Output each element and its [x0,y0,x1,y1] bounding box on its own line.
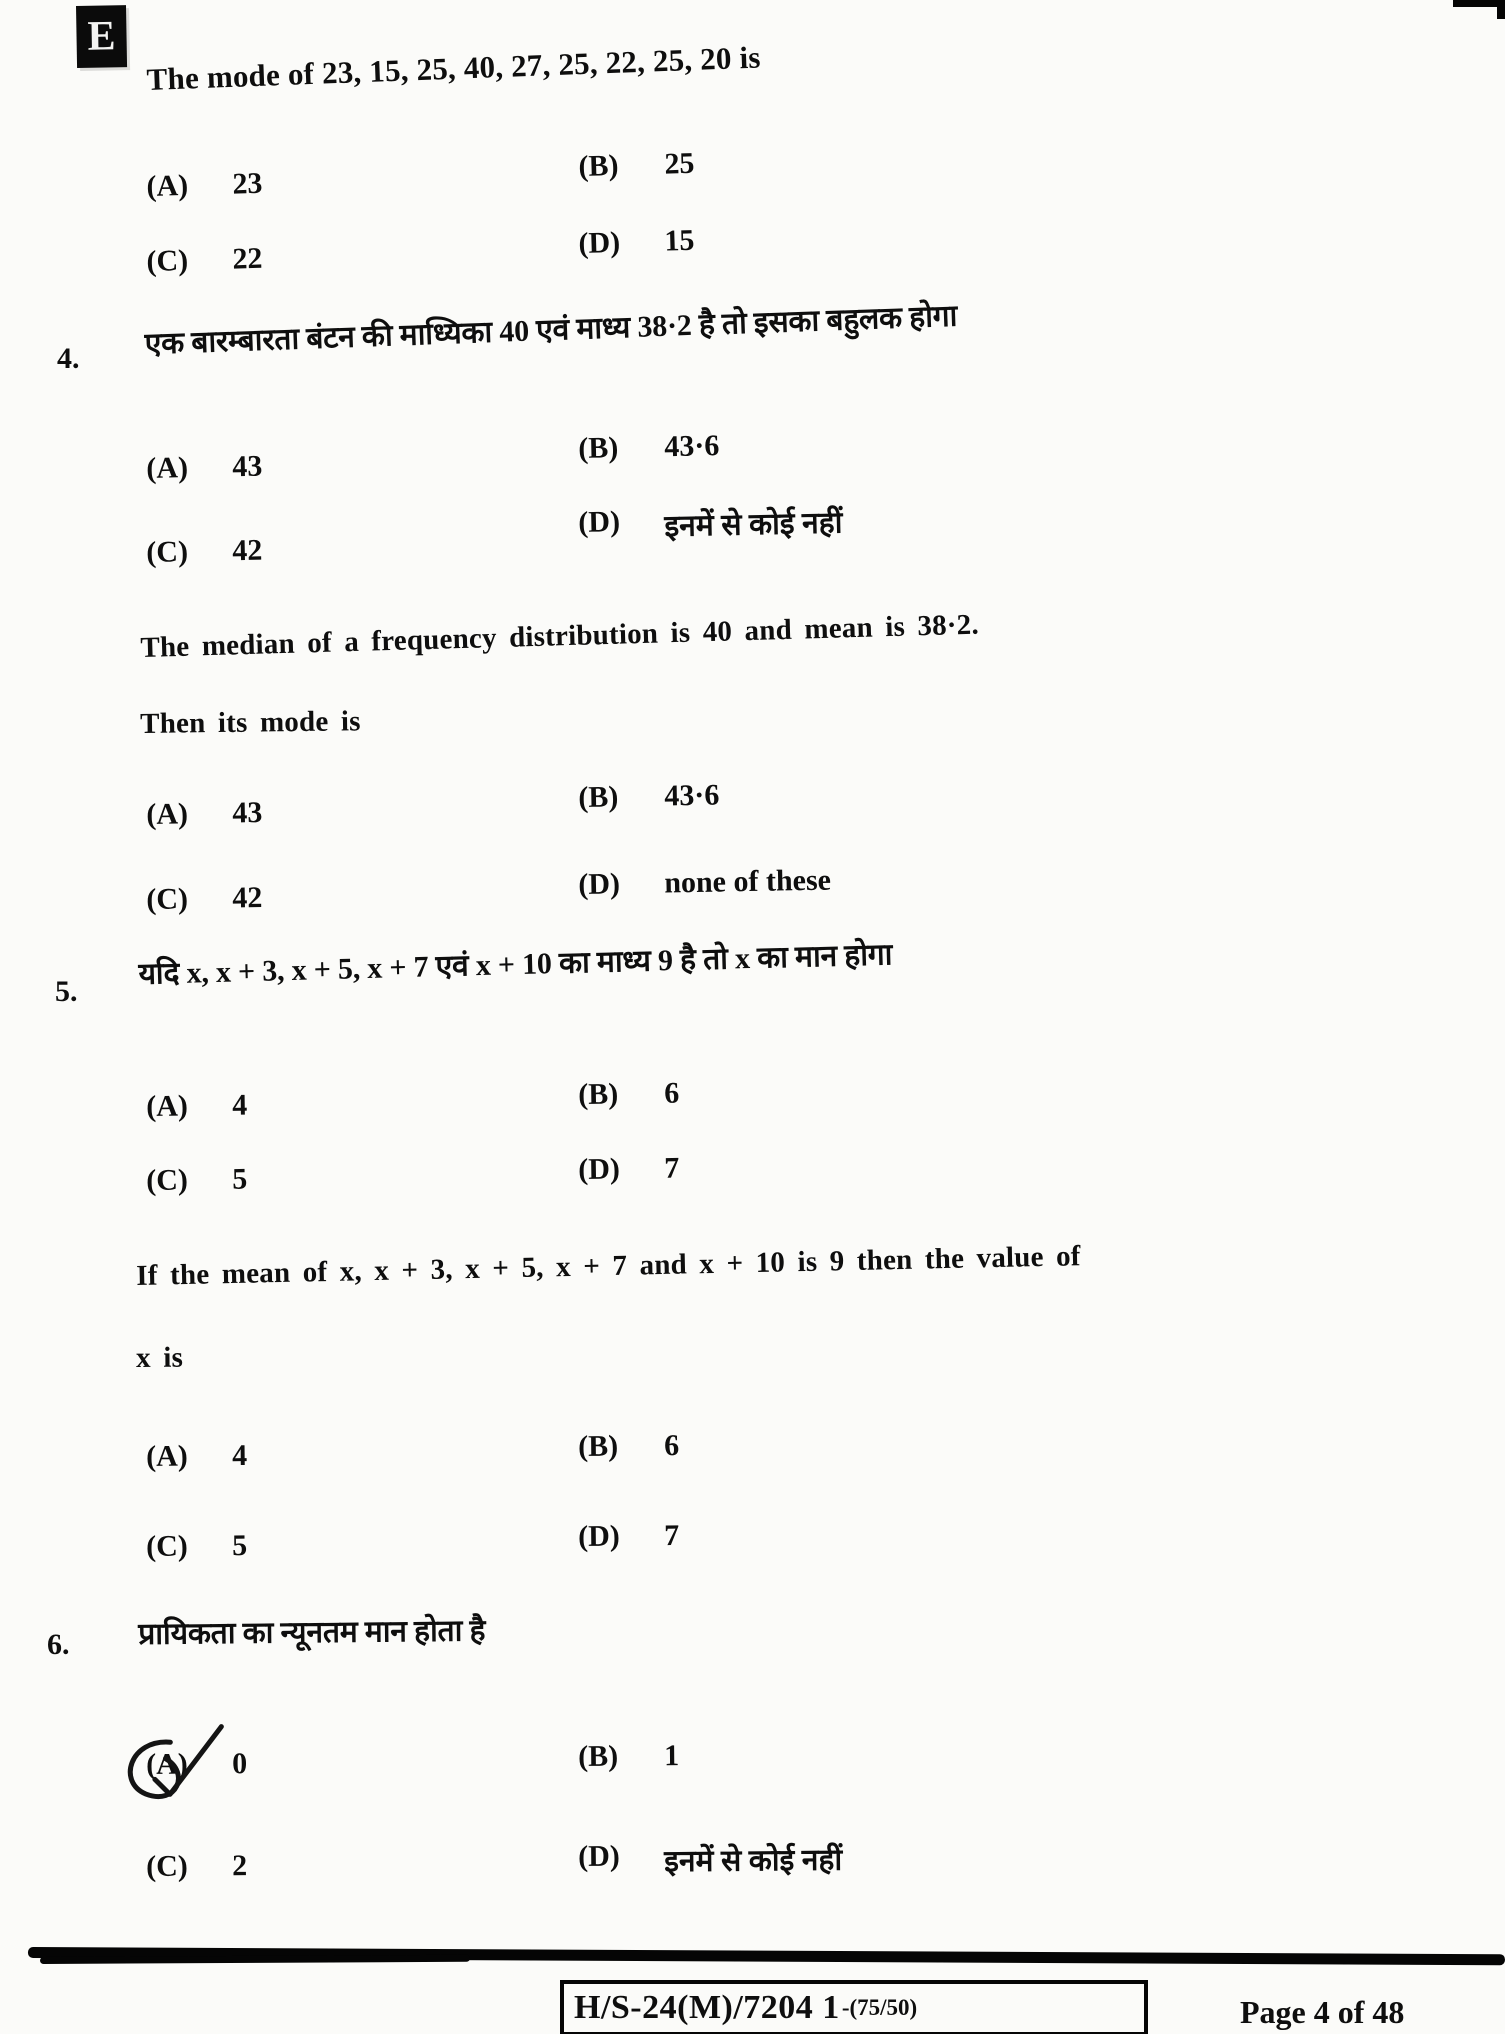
question-4-number: 4. [57,342,80,375]
question-6-text-hindi: प्रायिकता का न्यूनतम मान होता है [138,1614,486,1651]
option-value: इनमें से कोई नहीं [664,506,843,544]
option-value: 6 [663,1428,680,1463]
question-3-text: The mode of 23, 15, 25, 40, 27, 25, 22, 25, 20 is [146,39,762,97]
option-label: (C) [146,243,189,278]
q4-hindi-option-d [578,500,843,547]
option-label: (B) [578,1077,619,1111]
question-5-text-hindi: यदि x, x + 3, x + 5, x + 7 एवं x + 10 का माध्य 9 है तो x का मान होगा [138,938,893,991]
option-label: (A) [146,1089,189,1123]
paper-code: H/S-24(M)/7204 1 [574,1989,840,2026]
q5-hindi-option-c [146,1163,247,1198]
question-5-text-english-line2: x is [136,1341,184,1374]
q4-hindi-option-b [578,429,720,466]
q5-english-option-a [146,1439,247,1474]
q6-option-b [578,1739,679,1774]
q5-hindi-option-a [146,1089,247,1124]
q4-english-option-b [578,779,720,815]
option-label: (D) [578,225,621,260]
scan-corner-mark [1497,0,1505,19]
option-value: 42 [231,880,263,915]
q4-english-option-a [146,796,263,832]
option-value: 43 [231,449,263,484]
q4-english-option-c [146,881,263,917]
q3-option-c [146,242,263,279]
option-value: 7 [663,1151,680,1185]
option-label: (D) [578,1839,620,1873]
option-value: 23 [231,166,263,201]
option-label: (B) [578,431,619,465]
question-5-number: 5. [55,975,78,1008]
option-value: 43 [231,795,263,830]
paper-batch: -(75/50) [841,1995,918,2020]
option-label: (A) [146,1747,188,1781]
option-value: 22 [231,241,263,276]
option-label: (A) [146,451,189,485]
q4-english-option-d [578,864,831,902]
option-value: 5 [231,1528,248,1563]
option-value: none of these [663,863,832,900]
question-6-number: 6. [47,1628,70,1661]
option-value: 1 [663,1739,680,1773]
q6-option-c [146,1849,247,1884]
option-label: (D) [578,505,621,539]
q3-option-a [146,167,263,204]
option-value: इनमें से कोई नहीं [664,1843,843,1879]
checkmark-icon [107,1712,242,1821]
option-label: (C) [146,1849,188,1883]
option-label: (C) [146,1163,189,1197]
option-label: (B) [578,1739,619,1773]
q5-english-option-c [146,1529,247,1564]
option-label: (D) [578,1519,620,1553]
option-value: 43·6 [663,778,720,813]
question-4-text-hindi: एक बारम्बारता बंटन की माध्यिका 40 एवं माध्य 38·2 है तो इसका बहुलक होगा [144,299,958,361]
option-value: 6 [663,1076,680,1110]
page-number: Page 4 of 48 [1240,1994,1405,2030]
option-label: (D) [578,1152,621,1186]
option-label: (A) [146,797,189,831]
question-5-text-english-line1: If the mean of x, x + 3, x + 5, x + 7 and x + 10 is 9 then the value of [136,1240,1081,1292]
question-4-text-english-line2: Then its mode is [140,705,361,740]
option-label: (A) [146,168,189,203]
q3-option-d [578,224,695,261]
option-value: 4 [231,1088,248,1122]
option-label: (D) [578,867,621,901]
option-label: (A) [146,1439,188,1473]
q6-option-d [578,1838,842,1881]
q4-hindi-option-a [146,450,263,486]
option-value: 2 [231,1849,248,1883]
q5-hindi-option-b [578,1077,679,1112]
option-label: (B) [578,148,619,183]
option-value: 42 [231,533,263,568]
option-label: (C) [146,882,189,916]
option-value: 4 [231,1438,248,1473]
option-label: (B) [578,780,619,814]
paper-code-box [560,1980,1148,2034]
q3-option-b [578,147,695,184]
option-label: (B) [578,1429,619,1463]
option-value: 25 [663,146,695,181]
q5-english-option-b [578,1429,679,1464]
edition-badge: E [76,5,127,68]
option-label: (C) [146,1529,188,1563]
question-4-text-english-line1: The median of a frequency distribution is 40 and mean is 38·2. [140,608,980,664]
option-value: 0 [231,1747,248,1781]
option-value: 43·6 [663,429,720,464]
q5-hindi-option-d [578,1152,679,1187]
option-value: 5 [231,1162,248,1196]
option-value: 7 [663,1518,680,1553]
option-value: 15 [663,223,695,258]
option-label: (C) [146,535,189,569]
q4-hindi-option-c [146,534,263,570]
footer-rule [40,1955,470,1964]
q5-english-option-d [578,1519,679,1554]
